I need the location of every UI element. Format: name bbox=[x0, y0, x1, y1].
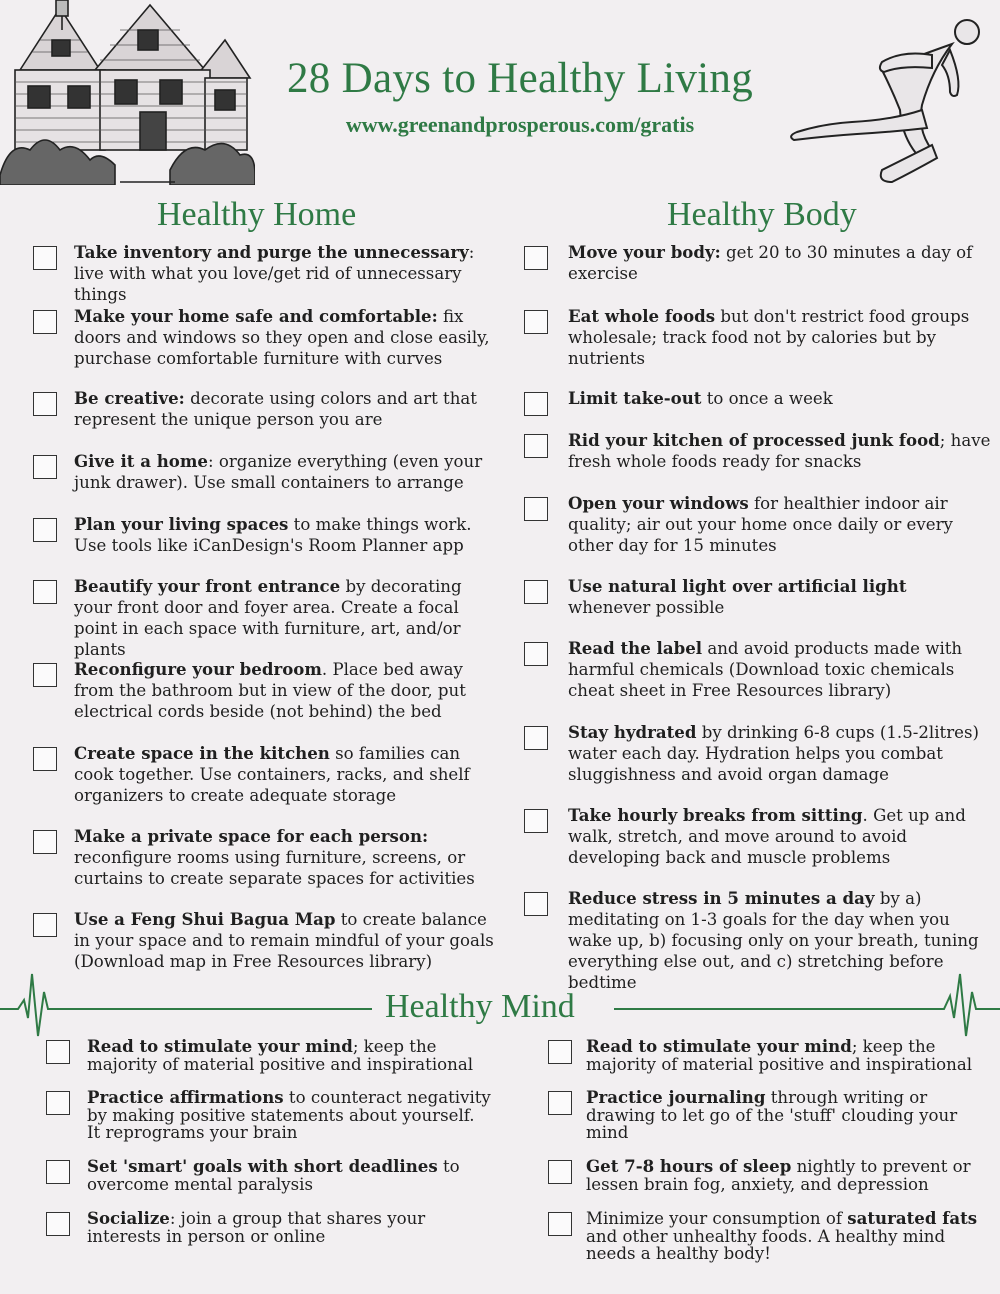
home-item-2 bbox=[74, 306, 499, 369]
body-checkbox-2[interactable] bbox=[524, 310, 548, 334]
home-checkbox-9[interactable] bbox=[33, 830, 57, 854]
home-item-1-bold: Take inventory and purge the unnecessary bbox=[74, 242, 469, 262]
website-link[interactable]: www.greenandprosperous.com/gratis bbox=[345, 112, 695, 137]
section-title-home: Healthy Home bbox=[157, 196, 357, 233]
mind-right-checkbox-3[interactable] bbox=[548, 1160, 572, 1184]
home-checkbox-5[interactable] bbox=[33, 518, 57, 542]
body-checkbox-7[interactable] bbox=[524, 642, 548, 666]
home-item-8 bbox=[74, 743, 499, 806]
mind-left-item-2-bold: Practice affirmations bbox=[87, 1087, 284, 1107]
heartbeat-line-left bbox=[0, 970, 372, 1040]
body-item-6-rest: whenever possible bbox=[568, 598, 725, 617]
body-item-8-bold: Stay hydrated bbox=[568, 722, 697, 742]
home-item-1-rest: : live with what you love/get rid of unnecessary things bbox=[74, 243, 475, 304]
body-item-8-rest: by drinking 6-8 cups (1.5-2litres) water each day. Hydration helps you combat sluggishness and avoid organ damage bbox=[568, 723, 979, 784]
mind-left-item-3 bbox=[87, 1158, 492, 1193]
mind-right-item-1-bold: Read to stimulate your mind bbox=[586, 1036, 852, 1056]
home-item-8-bold: Create space in the kitchen bbox=[74, 743, 330, 763]
home-item-4 bbox=[74, 451, 499, 493]
body-item-6-bold: Use natural light over artificial light bbox=[568, 576, 907, 596]
body-item-9-bold: Take hourly breaks from sitting bbox=[568, 805, 863, 825]
mind-right-item-3-bold: Get 7-8 hours of sleep bbox=[586, 1156, 792, 1176]
body-checkbox-4[interactable] bbox=[524, 434, 548, 458]
mind-left-checkbox-1[interactable] bbox=[46, 1040, 70, 1064]
mind-right-item-3-rest: nightly to prevent or lessen brain fog, anxiety, and depression bbox=[586, 1157, 971, 1194]
body-item-7-rest: and avoid products made with harmful chemicals (Download toxic chemicals cheat sheet in Free Resources library) bbox=[568, 639, 963, 700]
heartbeat-line-right bbox=[614, 970, 1000, 1040]
home-item-6-rest: by decorating your front door and foyer area. Create a focal point in each space with furniture, art, and/or plants bbox=[74, 577, 462, 659]
body-item-7-bold: Read the label bbox=[568, 638, 703, 658]
home-item-7-rest: . Place bed away from the bathroom but in view of the door, put electrical cords beside (not behind) the bed bbox=[74, 660, 466, 721]
mind-right-item-4-pre: Minimize your consumption of bbox=[586, 1209, 848, 1228]
body-checkbox-5[interactable] bbox=[524, 497, 548, 521]
body-item-2-rest: but don't restrict food groups wholesale; track food not by calories but by nutrients bbox=[568, 307, 970, 368]
mind-left-item-4-bold: Socialize bbox=[87, 1208, 170, 1228]
home-item-3-rest: decorate using colors and art that represent the unique person you are bbox=[74, 389, 477, 429]
body-item-5-bold: Open your windows bbox=[568, 493, 749, 513]
body-item-3-rest: to once a week bbox=[701, 389, 833, 408]
body-checkbox-6[interactable] bbox=[524, 580, 548, 604]
body-item-2 bbox=[568, 306, 993, 369]
body-checkbox-3[interactable] bbox=[524, 392, 548, 416]
mind-right-item-2-bold: Practice journaling bbox=[586, 1087, 766, 1107]
mind-left-checkbox-3[interactable] bbox=[46, 1160, 70, 1184]
body-item-10-rest: by a) meditating on 1-3 goals for the day when you wake up, b) focusing only on your breath, tuning everything else out, and c) stretching before bedtime bbox=[568, 889, 979, 992]
mind-right-item-2 bbox=[586, 1089, 986, 1142]
mind-right-item-1 bbox=[586, 1038, 986, 1073]
mind-left-item-3-rest: to overcome mental paralysis bbox=[87, 1157, 460, 1194]
body-item-3 bbox=[568, 388, 993, 409]
mind-left-checkbox-2[interactable] bbox=[46, 1091, 70, 1115]
mind-right-item-2-rest: through writing or drawing to let go of the 'stuff' clouding your mind bbox=[586, 1088, 958, 1142]
home-item-10-bold: Use a Feng Shui Bagua Map bbox=[74, 909, 336, 929]
body-item-9 bbox=[568, 805, 993, 868]
home-checkbox-4[interactable] bbox=[33, 455, 57, 479]
home-item-3-bold: Be creative: bbox=[74, 388, 185, 408]
mind-right-item-3 bbox=[586, 1158, 986, 1193]
home-checkbox-10[interactable] bbox=[33, 913, 57, 937]
mind-left-item-1-bold: Read to stimulate your mind bbox=[87, 1036, 353, 1056]
body-item-9-rest: . Get up and walk, stretch, and move around to avoid developing back and muscle problems bbox=[568, 806, 966, 867]
mind-right-item-4-bold: saturated fats bbox=[847, 1208, 978, 1228]
body-item-5 bbox=[568, 493, 993, 556]
mind-right-checkbox-4[interactable] bbox=[548, 1212, 572, 1236]
home-item-10 bbox=[74, 909, 499, 972]
home-item-9-bold: Make a private space for each person: bbox=[74, 826, 429, 846]
mind-left-item-2-rest: to counteract negativity by making positive statements about yourself. It reprograms your brain bbox=[87, 1088, 491, 1142]
body-item-4-rest: ; have fresh whole foods ready for snacks bbox=[568, 431, 991, 471]
body-checkbox-8[interactable] bbox=[524, 726, 548, 750]
body-item-4 bbox=[568, 430, 993, 472]
body-item-1 bbox=[568, 242, 993, 284]
home-item-5-bold: Plan your living spaces bbox=[74, 514, 289, 534]
mind-right-checkbox-2[interactable] bbox=[548, 1091, 572, 1115]
body-item-5-rest: for healthier indoor air quality; air out your home once daily or every other day for 15 minutes bbox=[568, 494, 953, 555]
body-item-4-bold: Rid your kitchen of processed junk food bbox=[568, 430, 940, 450]
mind-left-checkbox-4[interactable] bbox=[46, 1212, 70, 1236]
home-checkbox-8[interactable] bbox=[33, 747, 57, 771]
body-item-8 bbox=[568, 722, 993, 785]
mind-right-checkbox-1[interactable] bbox=[548, 1040, 572, 1064]
home-checkbox-7[interactable] bbox=[33, 663, 57, 687]
body-item-2-bold: Eat whole foods bbox=[568, 306, 716, 326]
home-item-3 bbox=[74, 388, 499, 430]
mind-left-item-3-bold: Set 'smart' goals with short deadlines bbox=[87, 1156, 438, 1176]
home-item-2-rest: fix doors and windows so they open and close easily, purchase comfortable furniture with curves bbox=[74, 307, 490, 368]
home-item-8-rest: so families can cook together. Use containers, racks, and shelf organizers to create adequate storage bbox=[74, 744, 470, 805]
page-title: 28 Days to Healthy Living bbox=[286, 55, 754, 102]
section-title-body: Healthy Body bbox=[667, 196, 857, 233]
body-item-3-bold: Limit take-out bbox=[568, 388, 702, 408]
home-item-9 bbox=[74, 826, 499, 889]
home-checkbox-2[interactable] bbox=[33, 310, 57, 334]
home-item-10-rest: to create balance in your space and to remain mindful of your goals (Download map in Free Resources library) bbox=[74, 910, 494, 971]
mind-left-item-1 bbox=[87, 1038, 492, 1073]
home-checkbox-6[interactable] bbox=[33, 580, 57, 604]
mind-right-item-4 bbox=[586, 1210, 986, 1263]
section-title-mind: Healthy Mind bbox=[385, 988, 575, 1025]
home-item-5-rest: to make things work. Use tools like iCanDesign's Room Planner app bbox=[74, 515, 472, 555]
home-item-5 bbox=[74, 514, 499, 556]
home-item-7 bbox=[74, 659, 499, 722]
home-item-9-rest: reconfigure rooms using furniture, screens, or curtains to create separate spaces for activities bbox=[74, 848, 475, 888]
home-item-4-rest: : organize everything (even your junk drawer). Use small containers to arrange bbox=[74, 452, 483, 492]
body-item-1-rest: get 20 to 30 minutes a day of exercise bbox=[568, 243, 973, 283]
mind-left-item-1-rest: ; keep the majority of material positive and inspirational bbox=[87, 1037, 474, 1074]
mind-left-item-4 bbox=[87, 1210, 492, 1245]
home-item-6-bold: Beautify your front entrance bbox=[74, 576, 341, 596]
home-item-2-bold: Make your home safe and comfortable: bbox=[74, 306, 438, 326]
body-item-10-bold: Reduce stress in 5 minutes a day bbox=[568, 888, 875, 908]
home-item-6 bbox=[74, 576, 499, 660]
home-item-1 bbox=[74, 242, 499, 305]
mind-left-item-4-rest: : join a group that shares your interests in person or online bbox=[87, 1209, 426, 1246]
home-checkbox-1[interactable] bbox=[33, 246, 57, 270]
body-item-7 bbox=[568, 638, 993, 701]
body-item-6 bbox=[568, 576, 993, 618]
body-checkbox-9[interactable] bbox=[524, 809, 548, 833]
home-item-4-bold: Give it a home bbox=[74, 451, 208, 471]
mind-left-item-2 bbox=[87, 1089, 492, 1142]
body-item-1-bold: Move your body: bbox=[568, 242, 721, 262]
home-item-7-bold: Reconfigure your bedroom bbox=[74, 659, 322, 679]
home-checkbox-3[interactable] bbox=[33, 392, 57, 416]
mind-right-item-4-rest: and other unhealthy foods. A healthy mind needs a healthy body! bbox=[586, 1226, 946, 1263]
mind-right-item-1-rest: ; keep the majority of material positive and inspirational bbox=[586, 1037, 973, 1074]
body-checkbox-1[interactable] bbox=[524, 246, 548, 270]
body-checkbox-10[interactable] bbox=[524, 892, 548, 916]
